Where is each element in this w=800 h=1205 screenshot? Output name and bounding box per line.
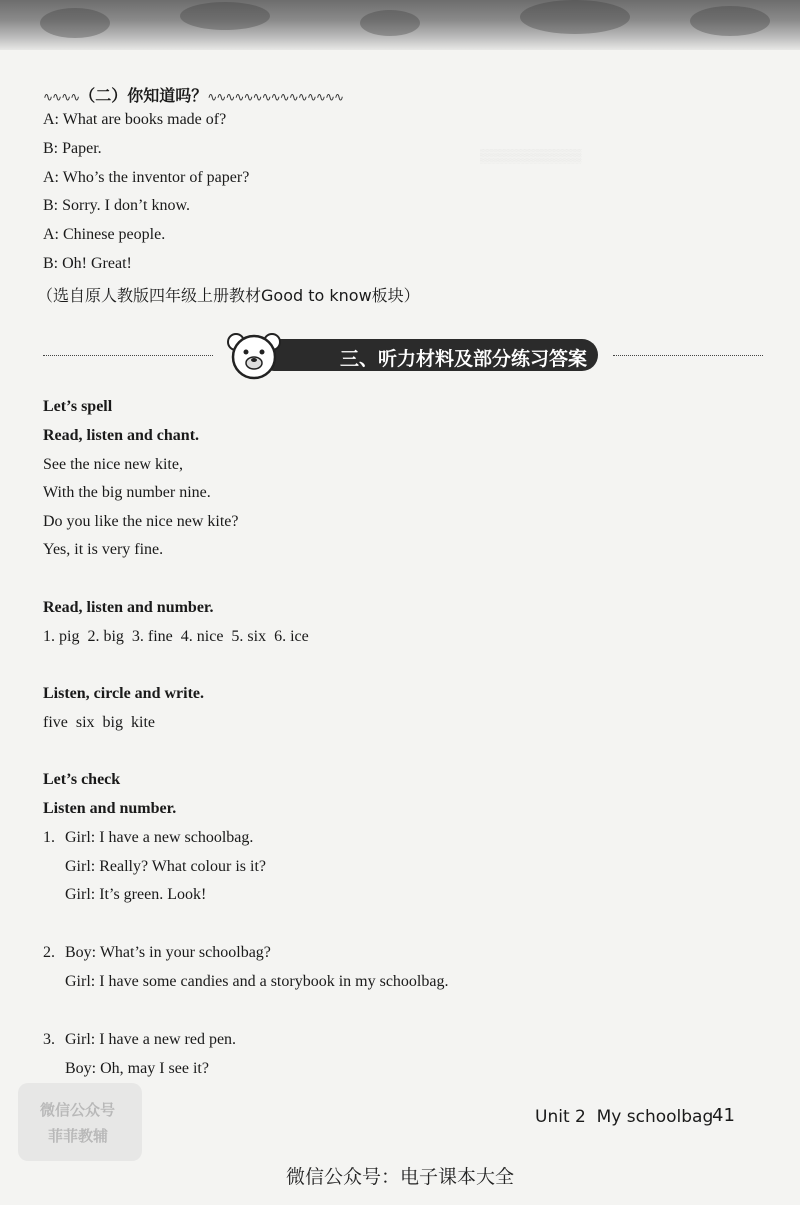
dialog-line: B: Oh! Great! [43,255,132,272]
circle-answer: five six big kite [43,714,155,731]
chant-line: With the big number nine. [43,484,211,501]
dotted-rule-left [43,355,213,356]
watermark-line1: 微信公众号 [40,1101,116,1119]
wavy-ornament-left: ∿∿∿∿ [43,90,80,104]
footer-unit-title: Unit 2 My schoolbag [535,1107,714,1127]
section2-header [43,83,343,106]
dialog-line: Girl: I have some candies and a storybook in my schoolbag. [65,973,449,990]
dialog-line: Boy: Oh, may I see it? [65,1060,209,1077]
dialog-line: Boy: What’s in your schoolbag? [65,944,271,961]
dialog-line: A: Who’s the inventor of paper? [43,169,250,186]
dialog-line: B: Sorry. I don’t know. [43,197,190,214]
top-banner-decoration [0,0,800,50]
chant-line: Yes, it is very fine. [43,541,164,558]
section3-title: 三、听力材料及部分练习答案 [340,348,588,370]
lets-check-heading: Let’s check [43,771,121,788]
section3-divider [43,330,763,380]
item-number: 1. [43,829,55,846]
section2-header-text: （二）你知道吗？ [79,86,208,105]
chant-line: See the nice new kite, [43,456,183,473]
item-number: 2. [43,944,55,961]
source-note: （选自原人教版四年级上册教材Good to know板块） [37,286,420,305]
chant-heading: Read, listen and chant. [43,427,200,444]
dialog-line: B: Paper. [43,140,102,157]
bear-mascot-icon [226,330,282,380]
page-number: 41 [712,1105,735,1126]
wavy-ornament-right: ∿∿∿∿∿∿∿∿∿∿∿∿∿∿∿ [207,90,344,104]
watermark-line2: 菲菲教辅 [48,1127,109,1145]
circle-heading: Listen, circle and write. [43,685,205,702]
dialog-line: Girl: I have a new red pen. [65,1031,237,1048]
dialog-line: Girl: Really? What colour is it? [65,858,266,875]
watermark-badge [18,1083,142,1161]
number-answer: 1. pig 2. big 3. fine 4. nice 5. six 6. ice [43,628,309,645]
section3-title-pill [258,339,598,371]
bottom-watermark: 微信公众号：电子课本大全 [285,1166,514,1188]
item-number: 3. [43,1031,55,1048]
lets-check-subheading: Listen and number. [43,800,177,817]
dialog-line: Girl: It’s green. Look! [65,886,207,903]
chant-line: Do you like the nice new kite? [43,513,239,530]
number-heading: Read, listen and number. [43,599,214,616]
dialog-line: A: Chinese people. [43,226,166,243]
lets-spell-heading: Let’s spell [43,398,113,415]
bleed-through-text: ▒▒▒▒▒▒▒▒▒▒▒ [480,148,582,163]
dialog-line: A: What are books made of? [43,111,227,128]
dialog-line: Girl: I have a new schoolbag. [65,829,254,846]
dotted-rule-right [613,355,763,356]
